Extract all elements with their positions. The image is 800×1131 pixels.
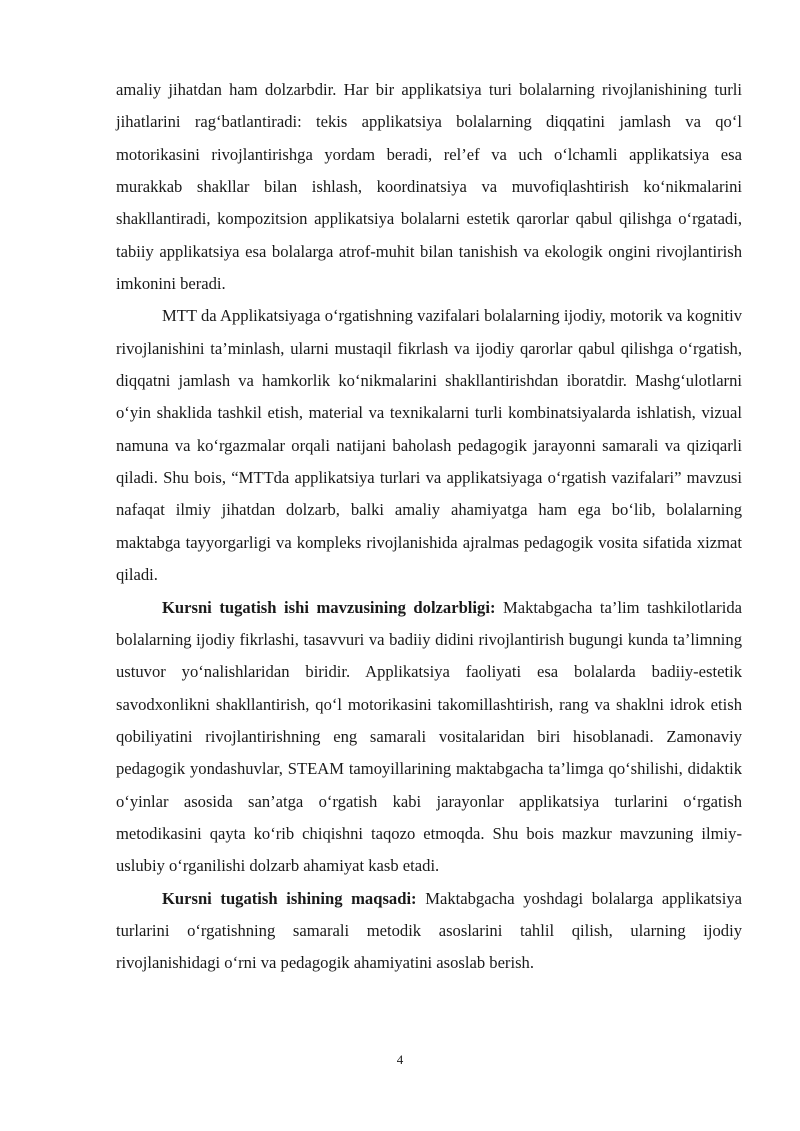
paragraph-tasks (116, 300, 742, 591)
paragraph-text: Maktabgacha yoshdagi bolalarga applikatsiya turlarini o‘rgatishning samarali metodik asoslarini tahlil qilish, ularning ijodiy rivojlanishidagi o‘rni va pedagogik ahamiyatini asoslab berish. (116, 888, 742, 973)
paragraph-continuation (116, 74, 742, 300)
paragraph-text: MTT da Applikatsiyaga o‘rgatishning vazifalari bolalarning ijodiy, motorik va kognitiv rivojlanishini ta’minlash, ularni mustaqil fikrlash va ijodiy qarorlar qabul qilishga o‘rgatish, diqqatni jamlash va hamkorlik ko‘nikmalarini shakllantirishdan iboratdir. Mashg‘ulotlarni o‘yin shaklida tashkil etish, material va texnikalarni turli kombinatsiyalarda ishlatish, vizual namuna va ko‘rgazmalar orqali natijani baholash pedagogik jarayonni samarali va qiziqarli qiladi. Shu bois, “MTTda applikatsiya turlari va applikatsiyaga o‘rgatish vazifalari” mavzusi nafaqat ilmiy jihatdan dolzarb, balki amaliy ahamiyatga ham ega bo‘lib, bolalarning maktabga tayyorgarligi va kompleks rivojlanishida ajralmas pedagogik vosita sifatida xizmat qiladi. (116, 306, 742, 585)
paragraph-text: amaliy jihatdan ham dolzarbdir. Har bir applikatsiya turi bolalarning rivojlanishining turli jihatlarini rag‘batlantiradi: tekis applikatsiya bolalarning diqqatini jamlash va qo‘l motorikasini rivojlantirishga yordam beradi, rel’ef va uch o‘lchamli applikatsiya esa murakkab shakllar bilan ishlash, koordinatsiya va muvofiqlashtirish ko‘nikmalarini shakllantiradi, kompozitsion applikatsiya bolalarni estetik qarorlar qabul qilishga o‘rgatadi, tabiiy applikatsiya esa bolalarga atrof-muhit bilan tanishish va ekologik ongini rivojlantirish imkonini beradi. (116, 80, 742, 294)
document-page (116, 74, 742, 980)
paragraph-relevance (116, 592, 742, 883)
paragraph-text: Maktabgacha ta’lim tashkilotlarida bolalarning ijodiy fikrlashi, tasavvuri va badiiy didini rivojlantirish bugungi kunda ta’limning ustuvor yo‘nalishlaridan biridir. Applikatsiya faoliyati esa bolalarda badiiy-estetik savodxonlikni shakllantirish, qo‘l motorikasini takomillashtirish, rang va shaklni idrok etish qobiliyatini rivojlantirishning eng samarali vositalaridan biri hisoblanadi. Zamonaviy pedagogik yondashuvlar, STEAM tamoyillarining maktabgacha ta’limga qo‘shilishi, didaktik o‘yinlar asosida san’atga o‘rgatish kabi jarayonlar applikatsiya turlarini o‘rgatish metodikasini qayta ko‘rib chiqishni taqozo etmoqda. Shu bois mazkur mavzuning ilmiy-uslubiy o‘rganilishi dolzarb ahamiyat kasb etadi. (116, 597, 742, 876)
paragraph-heading: Kursni tugatish ishining maqsadi: (162, 888, 417, 908)
paragraph-heading: Kursni tugatish ishi mavzusining dolzarbligi: (162, 597, 496, 617)
paragraph-goal (116, 883, 742, 980)
page-number: 4 (396, 1052, 404, 1067)
